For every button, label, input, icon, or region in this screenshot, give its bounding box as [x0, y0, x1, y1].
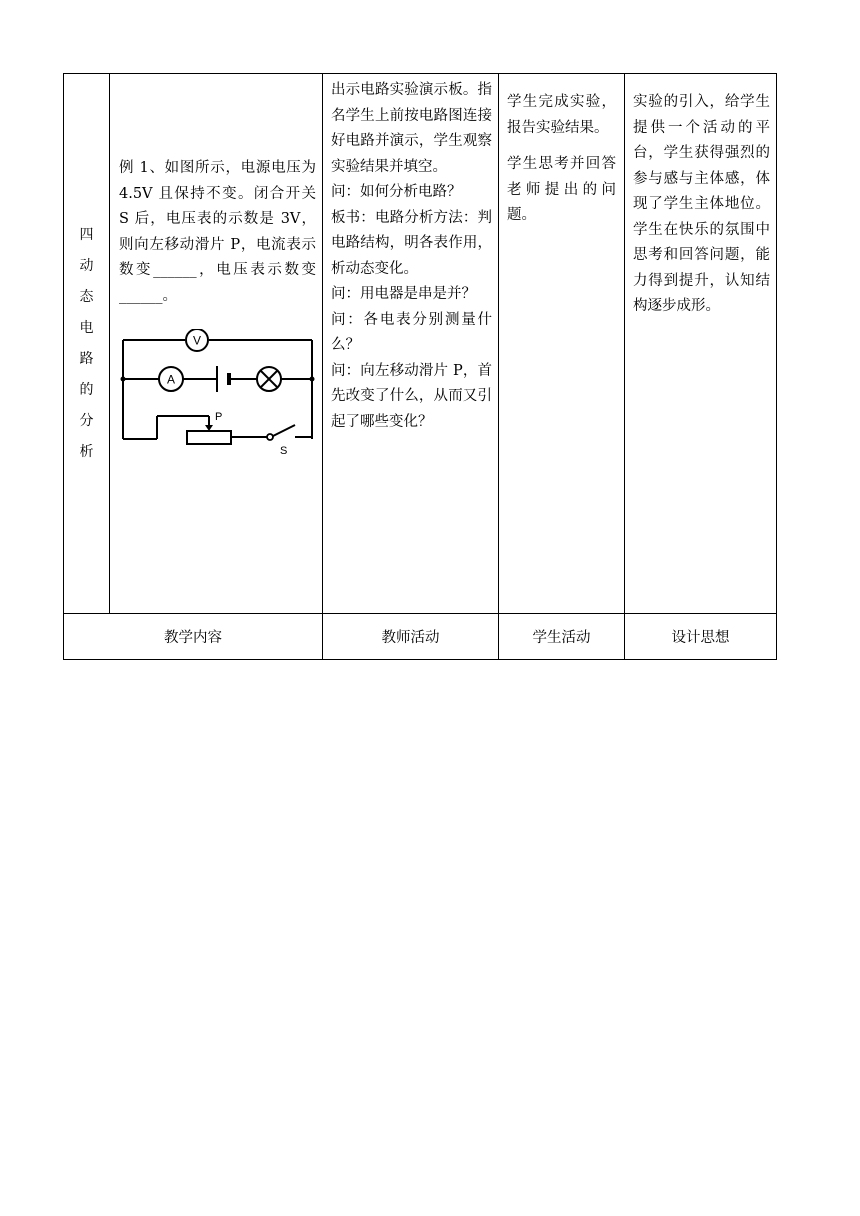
voltmeter-symbol — [186, 329, 208, 351]
battery-symbol — [217, 366, 229, 392]
switch-symbol — [267, 434, 287, 457]
lesson-plan-table — [63, 73, 777, 660]
student-paragraph: 学生完成实验，报告实验结果。 — [507, 94, 616, 136]
switch-label: S — [280, 445, 288, 457]
design-thought-cell — [625, 74, 777, 614]
teacher-line: 问：各电表分别测量什么？ — [331, 311, 492, 353]
teacher-line: 问：用电器是串是并？ — [331, 286, 476, 302]
student-paragraph: 学生思考并回答老师提出的问题。 — [507, 156, 616, 223]
junction-dot — [121, 377, 126, 382]
header-teaching-content: 教学内容 — [64, 614, 323, 660]
stage-char: 分 — [79, 412, 94, 429]
stage-char: 析 — [79, 443, 94, 460]
teacher-activity-cell — [323, 74, 499, 614]
lamp-symbol — [257, 367, 281, 391]
stage-char: 四 — [79, 226, 94, 243]
stage-char: 态 — [79, 288, 94, 305]
teacher-line: 出示电路实验演示板。指名学生上前按电路图连接好电路并演示，学生观察实验结果并填空。 — [331, 82, 492, 175]
teacher-line: 板书：电路分析方法：判电路结构，明各表作用，析动态变化。 — [331, 209, 492, 277]
slider-label: P — [215, 411, 223, 423]
stage-char: 的 — [79, 381, 94, 398]
header-teacher-activity: 教师活动 — [323, 614, 499, 660]
stage-label-cell — [64, 74, 110, 614]
column-header-row — [64, 614, 777, 660]
student-activity-cell — [499, 74, 625, 614]
ammeter-symbol — [159, 367, 183, 391]
header-student-activity: 学生活动 — [499, 614, 625, 660]
design-paragraph: 实验的引入，给学生提供一个活动的平台，学生获得强烈的参与感与主体感，体现了学生主体地位。学生在快乐的氛围中思考和回答问题，能力得到提升，认知结构逐步成形。 — [633, 94, 770, 314]
lesson-row — [64, 74, 777, 614]
circuit-diagram — [119, 329, 315, 459]
teacher-line: 问：如何分析电路？ — [331, 184, 462, 200]
voltmeter-label: V — [192, 333, 202, 348]
teaching-content-cell — [110, 74, 323, 614]
stage-char: 电 — [79, 319, 94, 336]
junction-dot — [310, 377, 315, 382]
ammeter-label: A — [166, 372, 176, 387]
stage-char: 路 — [79, 350, 94, 367]
teacher-line: 问：向左移动滑片 P，首先改变了什么，从而又引起了哪些变化？ — [331, 362, 492, 430]
stage-char: 动 — [79, 257, 94, 274]
header-design-thought: 设计思想 — [625, 614, 777, 660]
example-question: 例 1、如图所示，电源电压为 4.5V 且保持不变。闭合开关 S 后，电压表的示数是 3V，则向左移动滑片 P，电流表示数变______，电压表示数变______。 — [119, 160, 316, 304]
